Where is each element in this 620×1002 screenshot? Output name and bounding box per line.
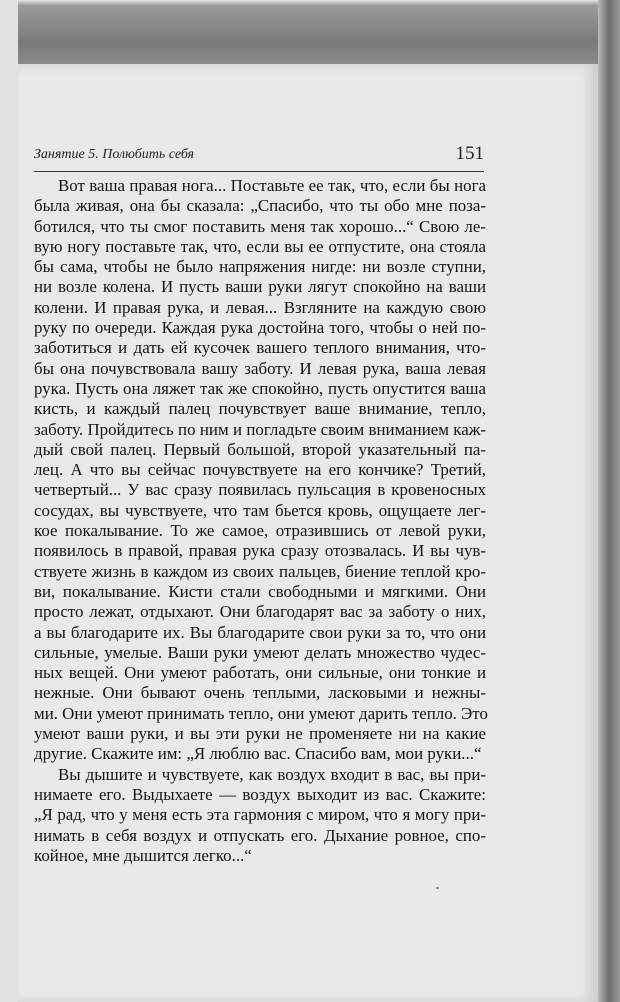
text-line: ных вещей. Они умеют работать, они сильные, они тонкие и bbox=[34, 663, 486, 683]
scan-speck bbox=[436, 887, 439, 889]
text-line: ни возле колена. И пусть ваши руки лягут спокойно на ваши bbox=[34, 277, 486, 297]
running-header bbox=[34, 143, 484, 172]
text-line: вую ногу поставьте так, что, если вы ее отпустите, она стояла bbox=[34, 236, 486, 256]
text-line: бы она почувствовала вашу заботу. И левая рука, ваша левая bbox=[34, 358, 486, 378]
text-line: кисть, и каждый палец почувствует ваше внимание, тепло, bbox=[34, 399, 486, 419]
text-line: койное, мне дышится легко...“ bbox=[34, 845, 252, 865]
text-line: дый свой палец. Первый большой, второй указательный па- bbox=[34, 439, 486, 459]
text-line: колени. И правая рука, и левая... Взгляните на каждую свою bbox=[34, 297, 486, 317]
text-line: ми. Они умеют принимать тепло, они умеют дарить тепло. Это bbox=[34, 703, 488, 723]
text-line: ви, покалывание. Кисти стали свободными и мягкими. Они bbox=[34, 581, 486, 601]
text-line: бы сама, чтобы не было напряжения нигде: ни возле ступни, bbox=[34, 257, 486, 277]
text-line: появилось в правой, правая рука сразу отозвалась. И вы чув- bbox=[34, 541, 486, 561]
text-line: просто лежат, отдыхают. Они благодарят вас за заботу о них, bbox=[34, 602, 486, 622]
text-line: а вы благодарите их. Вы благодарите свои руки за то, что они bbox=[34, 622, 486, 642]
text-line: рука. Пусть она ляжет так же спокойно, пусть опустится ваша bbox=[34, 378, 486, 398]
text-line: Вот ваша правая нога... Поставьте ее так, что, если бы нога bbox=[58, 176, 486, 195]
text-line: нежные. Они бывают очень теплыми, ласковыми и нежны- bbox=[34, 683, 486, 703]
text-line: лец. А что вы сейчас почувствуете на его кончике? Третий, bbox=[34, 460, 486, 480]
text-line: нимать в себя воздух и отпускать его. Дыхание ровное, спо- bbox=[34, 825, 486, 845]
body-text bbox=[34, 176, 486, 866]
text-line: „Я рад, что у меня есть эта гармония с миром, что я могу при- bbox=[34, 805, 486, 825]
text-line: заботу. Пройдитесь по ним и погладьте своим вниманием каж- bbox=[34, 419, 486, 439]
scan-top-shadow bbox=[18, 0, 620, 70]
text-line: сильные, умелые. Ваши руки умеют делать множество чудес- bbox=[34, 642, 486, 662]
scan-left-margin bbox=[0, 0, 18, 1002]
text-line: Вы дышите и чувствуете, как воздух входит в вас, вы при- bbox=[58, 764, 486, 784]
text-line: другие. Скажите им: „Я люблю вас. Спасибо вам, мои руки...“ bbox=[34, 744, 482, 764]
text-line: умеют ваши руки, и вы эти руки не променяете ни на какие bbox=[34, 724, 486, 744]
text-line: четвертый... У вас сразу появилась пульсация в кровеносных bbox=[34, 480, 486, 500]
text-line: была живая, она бы сказала: „Спасибо, что ты обо мне поза- bbox=[34, 196, 486, 216]
text-line: ботился, что ты смог поставить меня так хорошо...“ Свою ле- bbox=[34, 216, 486, 236]
text-line: нимаете его. Выдыхаете — воздух выходит из вас. Скажите: bbox=[34, 784, 486, 804]
text-line: сосудах, вы чувствуете, что там бьется кровь, ощущаете лег- bbox=[34, 500, 486, 520]
running-title: Занятие 5. Полюбить себя bbox=[34, 147, 195, 162]
text-line: заботиться и дать ей кусочек вашего теплого внимания, что- bbox=[34, 338, 486, 358]
text-line: руку по очереди. Каждая рука достойна того, чтобы о ней по- bbox=[34, 318, 486, 338]
text-line: ствуете жизнь в каждом из своих пальцев, биение теплой кро- bbox=[34, 561, 486, 581]
page-number: 151 bbox=[455, 143, 484, 164]
text-line: кое покалывание. То же самое, отразившись от левой руки, bbox=[34, 521, 486, 541]
book-spine-edge bbox=[598, 0, 620, 1002]
